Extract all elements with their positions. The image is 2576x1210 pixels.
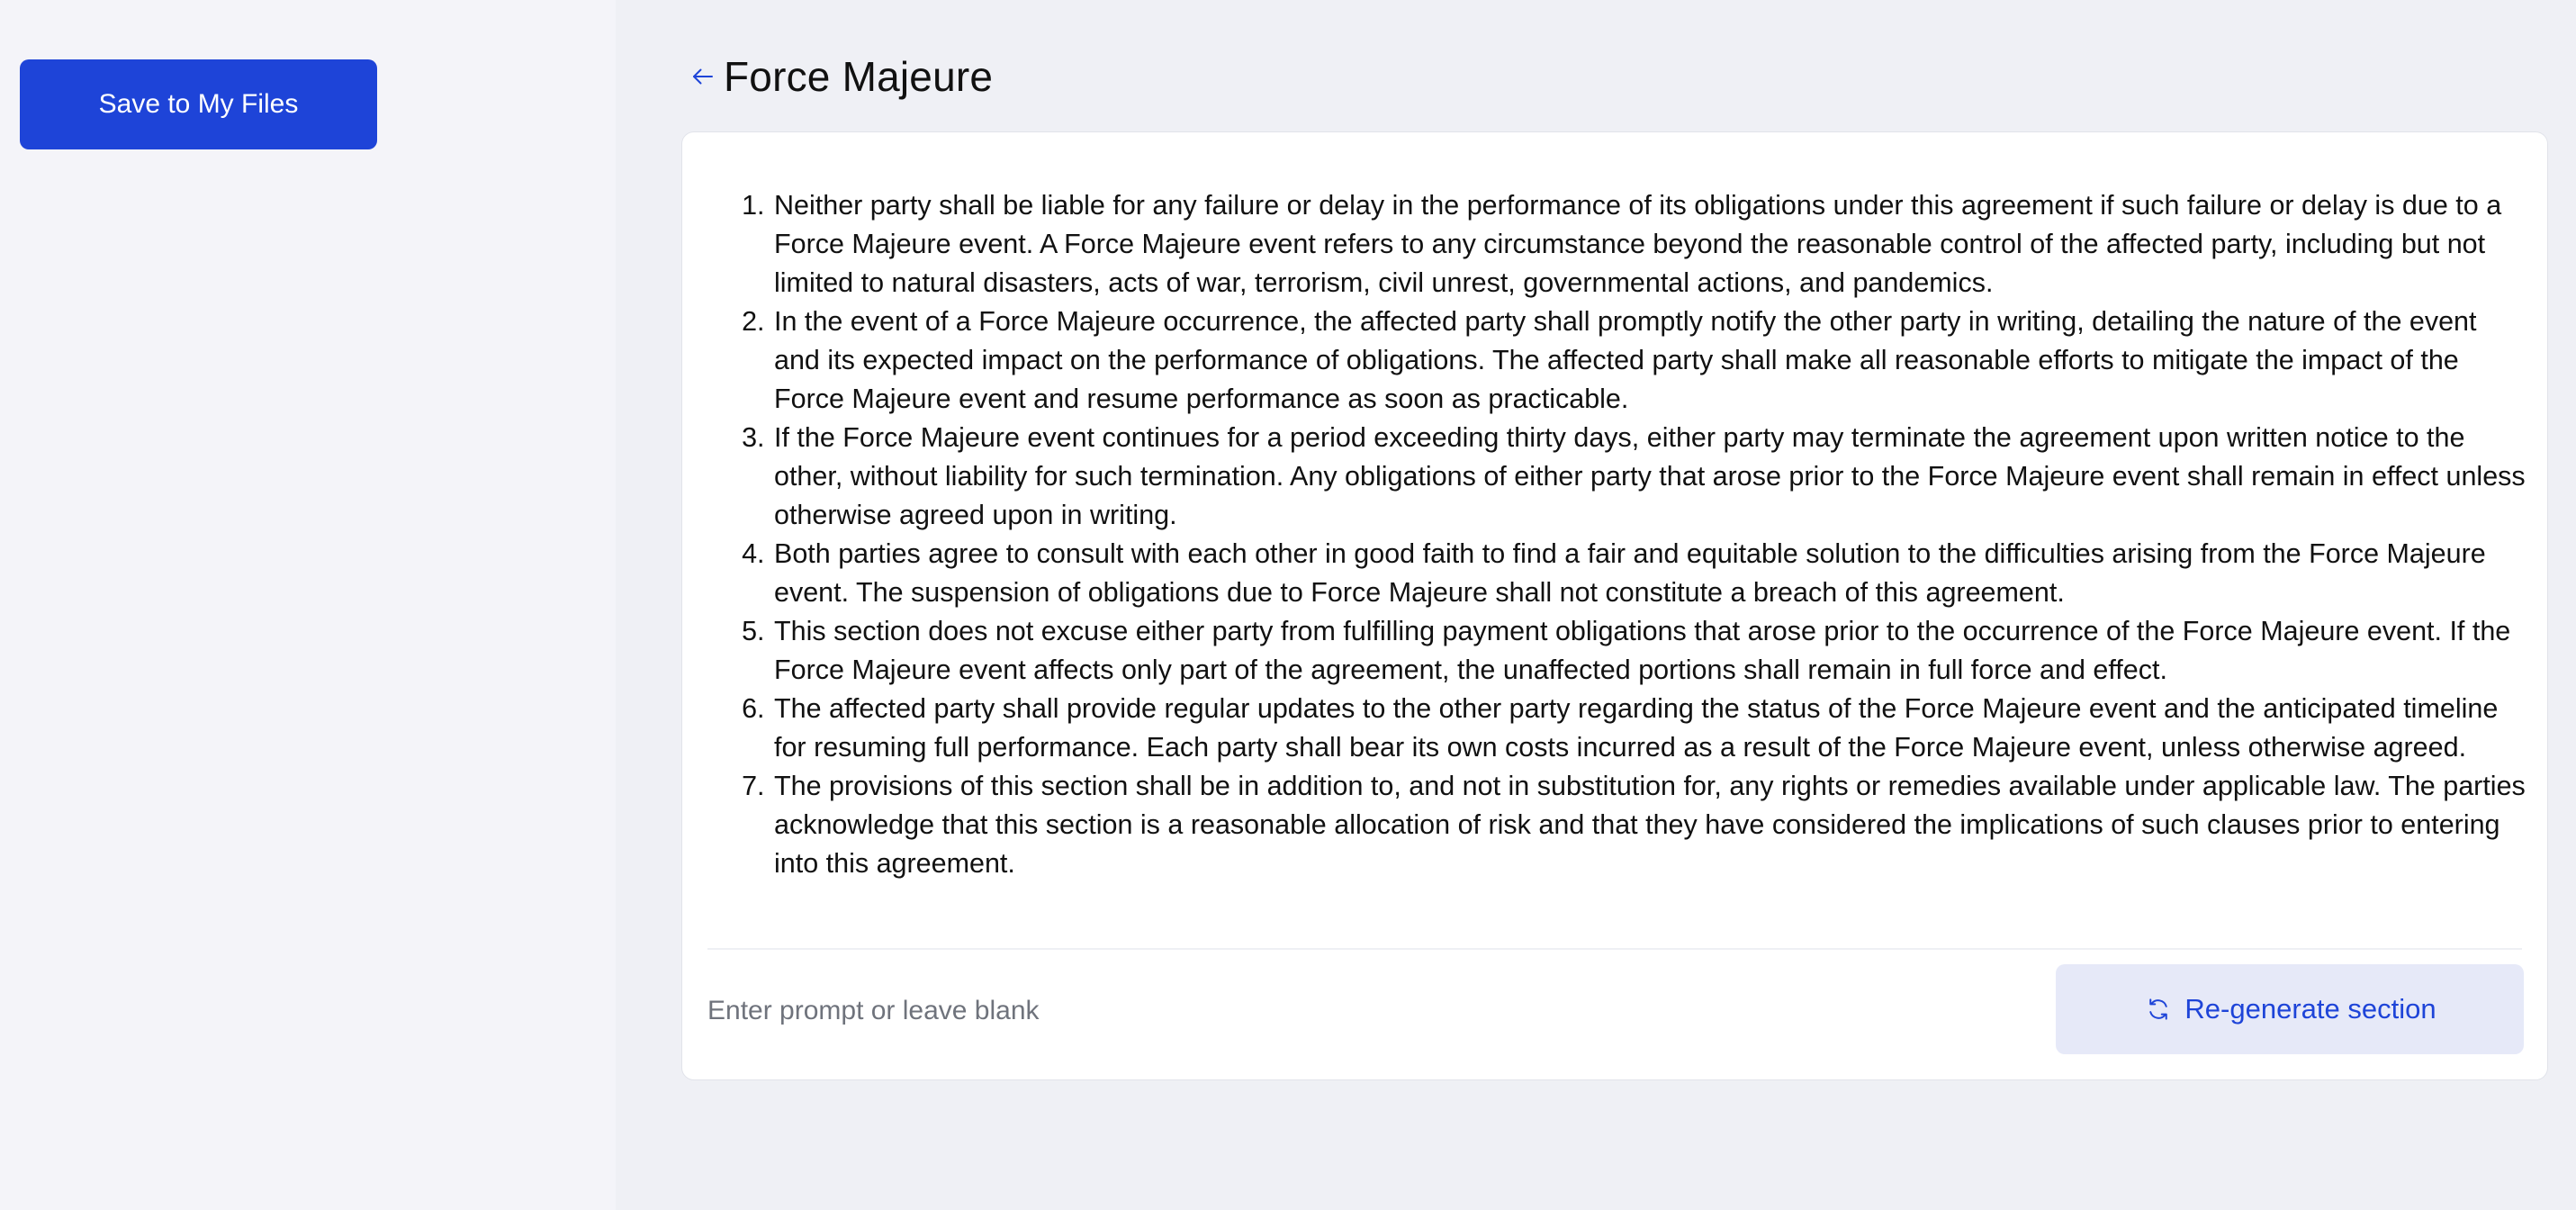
clause-item: 4. Both parties agree to consult with each other in good faith to find a fair and equitable solution to the difficulties arising from the Force Majeure event. The suspension of obligations due to Force Majeure shall not constitute a breach of this agreement. <box>772 535 2527 612</box>
page-title: Force Majeure <box>724 53 994 100</box>
arrow-left-icon[interactable] <box>688 61 718 92</box>
page-header <box>688 45 993 108</box>
clause-item: 5. This section does not excuse either party from fulfilling payment obligations that arose prior to the occurrence of the Force Majeure event. If the Force Majeure event affects only part of the agreement, the unaffected portions shall remain in full force and effect. <box>772 612 2527 690</box>
clause-item: 7. The provisions of this section shall be in addition to, and not in substitution for, any rights or remedies available under applicable law. The parties acknowledge that this section is a reasonable allocation of risk and that they have considered the implications of such clauses prior to entering into this agreement. <box>772 767 2527 883</box>
clause-item: 6. The affected party shall provide regular updates to the other party regarding the status of the Force Majeure event and the anticipated timeline for resuming full performance. Each party shall bear its own costs incurred as a result of the Force Majeure event, unless otherwise agreed. <box>772 690 2527 767</box>
section-card <box>681 131 2548 1080</box>
save-to-my-files-button[interactable]: Save to My Files <box>20 59 377 149</box>
regenerate-section-label: Re-generate section <box>2184 993 2436 1025</box>
regenerate-section-button[interactable] <box>2056 964 2524 1054</box>
prompt-input[interactable] <box>707 966 2031 1056</box>
clause-list <box>718 186 2527 883</box>
divider <box>707 948 2522 950</box>
main-content <box>616 0 2576 1210</box>
sidebar <box>0 0 616 1210</box>
clause-item: 2. In the event of a Force Majeure occurrence, the affected party shall promptly notify the other party in writing, detailing the nature of the event and its expected impact on the performance of obligations. The affected party shall make all reasonable efforts to mitigate the impact of the Force Majeure event and resume performance as soon as practicable. <box>772 302 2527 419</box>
refresh-icon <box>2143 994 2174 1025</box>
clause-item: 1. Neither party shall be liable for any failure or delay in the performance of its obligations under this agreement if such failure or delay is due to a Force Majeure event. A Force Majeure event refers to any circumstance beyond the reasonable control of the affected party, including but not limited to natural disasters, acts of war, terrorism, civil unrest, governmental actions, and pandemics. <box>772 186 2527 302</box>
clause-item: 3. If the Force Majeure event continues for a period exceeding thirty days, either party may terminate the agreement upon written notice to the other, without liability for such termination. Any obligations of either party that arose prior to the Force Majeure event shall remain in effect unless otherwise agreed upon in writing. <box>772 419 2527 535</box>
